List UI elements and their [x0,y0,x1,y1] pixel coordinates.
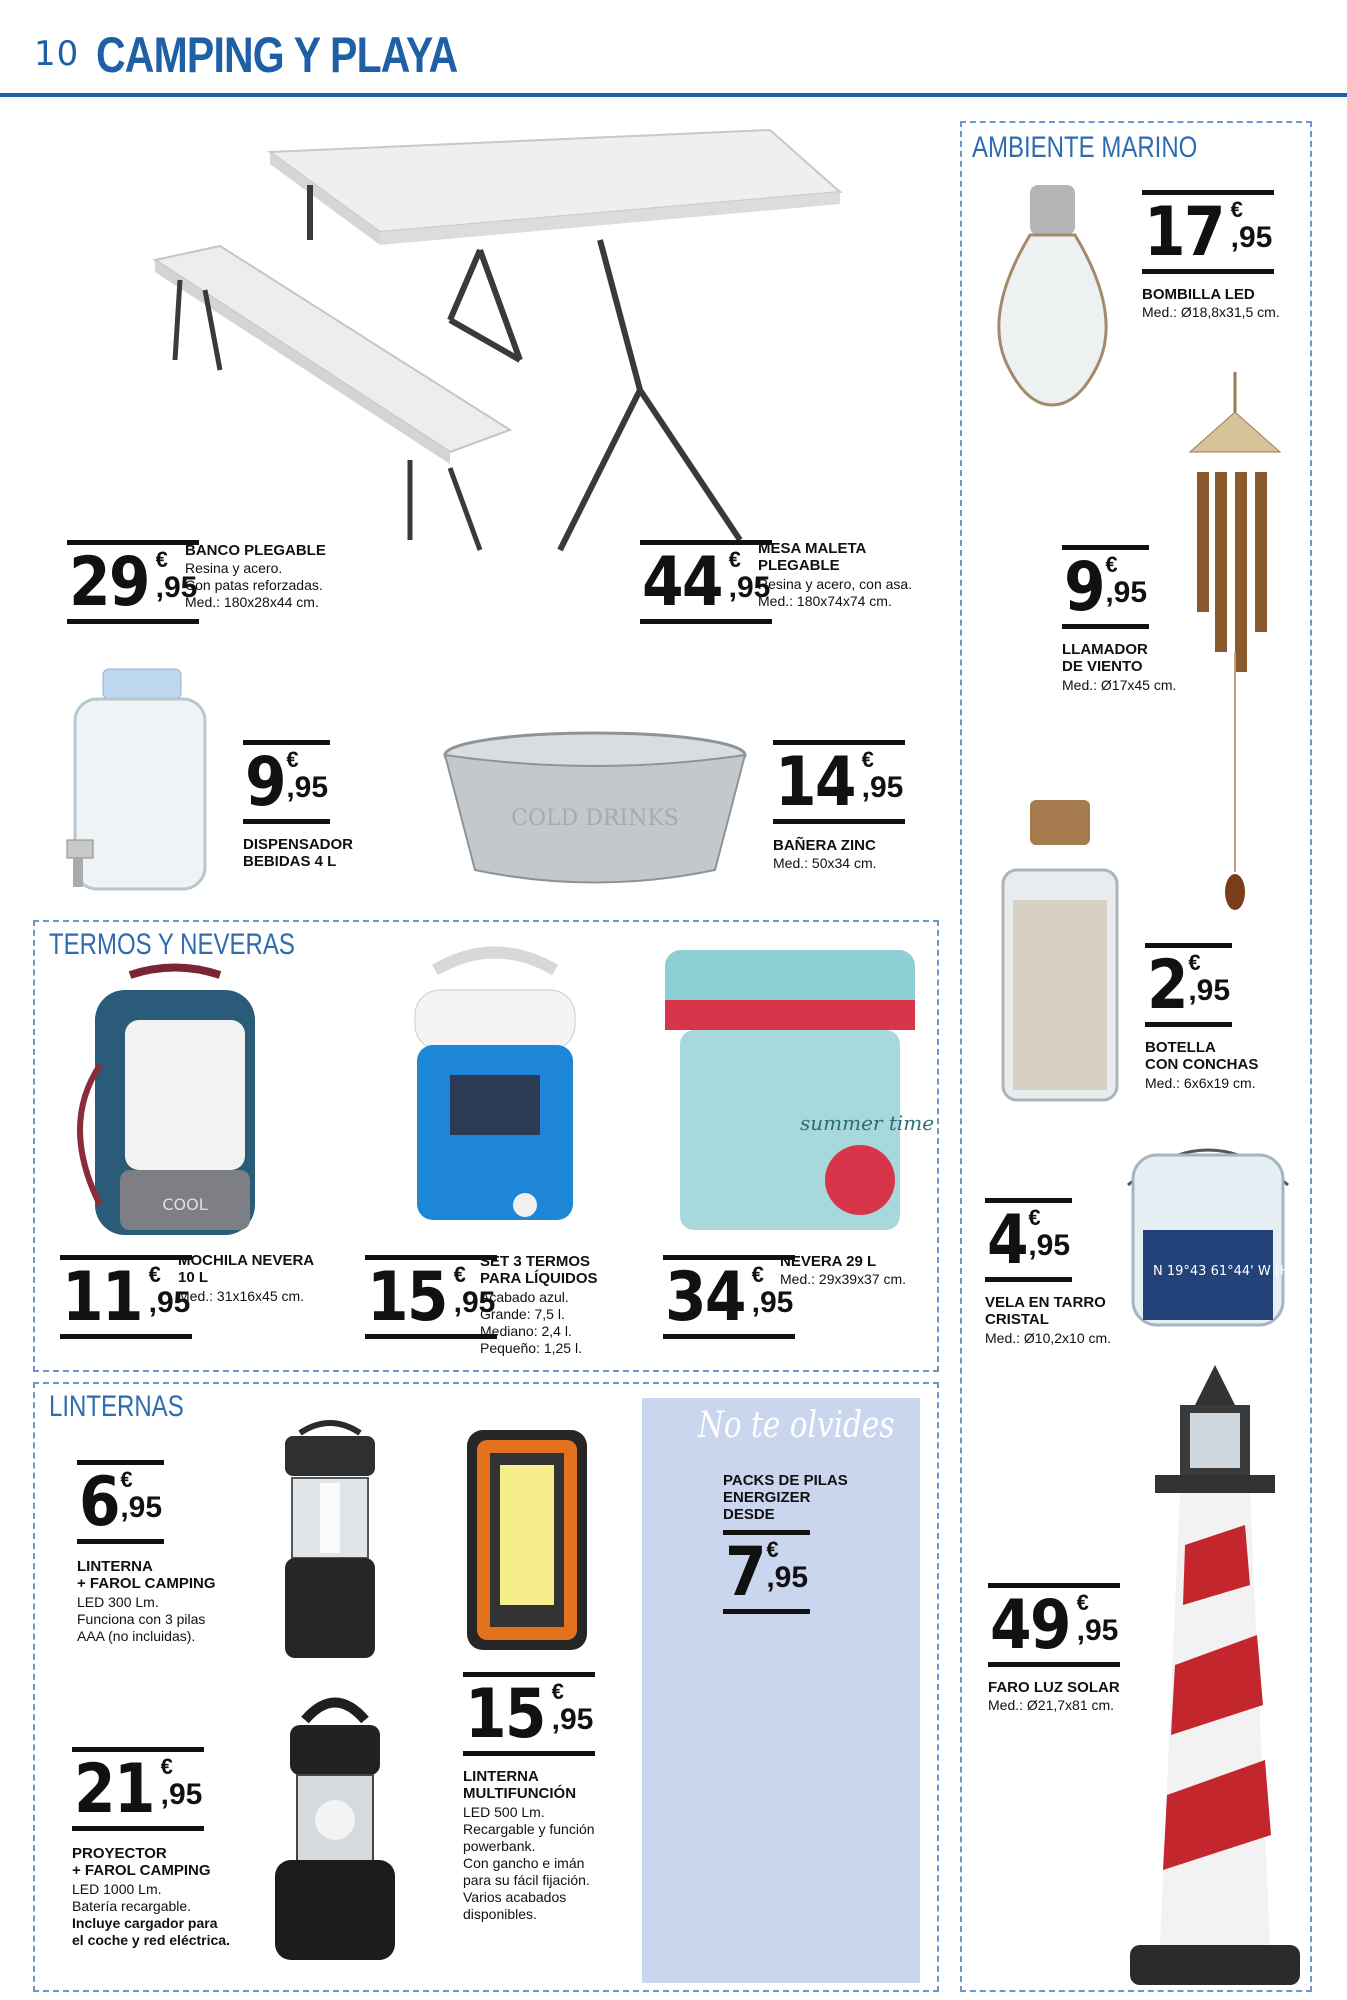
drink-dispenser-image [65,665,225,905]
price-int: 17 [1144,193,1224,272]
product-desc-nevera: Med.: 29x39x37 cm. [780,1271,907,1287]
price-int: 15 [465,1675,545,1754]
price-decimals: ,95 [1076,1614,1119,1647]
price-nevera [663,1255,795,1339]
product-desc-termos: Acabado azul. Grande: 7,5 l. Mediano: 2,4 l. Pequeño: 1,25 l. [480,1289,582,1356]
product-name-nevera: NEVERA 29 L [780,1253,877,1270]
product-name-pilas: PACKS DE PILAS ENERGIZER DESDE [723,1472,848,1523]
price-decimals: ,95 [861,771,904,804]
euro-sign: € [1105,552,1118,577]
shell-bottle-image [995,800,1125,1110]
price-decimals: ,95 [766,1561,809,1594]
product-desc-linterna-farol: LED 300 Lm. Funciona con 3 pilas AAA (no incluidas). [77,1594,206,1644]
multifunction-flashlight-image [462,1425,592,1655]
candle-jar-text: N 19°43 61°44' W [HOME] [1153,1264,1325,1279]
product-name-bombilla: BOMBILLA LED [1142,286,1255,303]
product-name-termos: SET 3 TERMOS PARA LÍQUIDOS [480,1253,598,1287]
euro-sign: € [728,547,741,572]
section-title-termos: TERMOS Y NEVERAS [49,928,295,961]
price-decimals: ,95 [453,1286,496,1319]
price-bombilla [1142,190,1274,274]
promo-title: No te olvides [698,1405,895,1446]
euro-sign: € [286,747,299,772]
product-desc-vela: Med.: Ø10,2x10 cm. [985,1330,1112,1346]
price-decimals: ,95 [1028,1229,1071,1262]
price-int: 6 [79,1463,119,1542]
product-name-banera: BAÑERA ZINC [773,837,876,854]
product-desc-banco: Resina y acero. Con patas reforzadas. Med.: 180x28x44 cm. [185,560,323,610]
cooler-backpack-image [60,965,290,1245]
price-int: 9 [1064,548,1104,627]
price-int: 2 [1147,946,1187,1025]
price-vela [985,1198,1072,1282]
euro-sign: € [148,1262,161,1287]
led-bulb-image [985,180,1120,410]
price-decimals: ,95 [751,1286,794,1319]
price-faro [988,1583,1120,1667]
projector-lantern-image [265,1690,405,1970]
price-int: 29 [69,543,149,622]
price-int: 15 [367,1258,447,1337]
price-int: 7 [725,1533,765,1612]
price-int: 34 [665,1258,745,1337]
price-decimals: ,95 [1230,221,1273,254]
product-desc-botella: Med.: 6x6x19 cm. [1145,1075,1256,1091]
price-int: 21 [74,1750,154,1829]
euro-sign: € [751,1262,764,1287]
price-decimals: ,95 [1105,576,1148,609]
tub-text: COLD DRINKS [511,806,679,831]
price-llamador [1062,545,1149,629]
page-title: CAMPING Y PLAYA [96,27,458,83]
page-number: 10 [34,34,80,74]
product-name-faro: FARO LUZ SOLAR [988,1679,1120,1696]
camping-lantern-image [270,1418,390,1668]
price-decimals: ,95 [160,1778,203,1811]
price-decimals: ,95 [120,1491,163,1524]
product-desc-llamador: Med.: Ø17x45 cm. [1062,677,1177,693]
price-int: 11 [62,1258,142,1337]
price-pilas [723,1530,810,1614]
price-decimals: ,95 [155,571,198,604]
section-title-ambiente: AMBIENTE MARINO [972,131,1198,164]
product-name-vela: VELA EN TARRO CRISTAL [985,1294,1106,1328]
price-decimals: ,95 [551,1703,594,1736]
section-title-linternas: LINTERNAS [49,1390,184,1423]
price-multifuncion [463,1672,595,1756]
price-int: 9 [245,743,285,822]
product-desc-multifuncion: LED 500 Lm. Recargable y función powerbank. Con gancho e imán para su fácil fijación. Varios acabados disponibles. [463,1804,595,1922]
price-decimals: ,95 [1188,974,1231,1007]
zinc-tub-image [430,715,760,895]
euro-sign: € [861,747,874,772]
price-mochila [60,1255,192,1339]
euro-sign: € [120,1467,133,1492]
euro-sign: € [1076,1590,1089,1615]
euro-sign: € [1188,950,1201,975]
product-desc-proyector-bold: Incluye cargador para el coche y red eléctrica. [72,1915,230,1948]
header-rule [0,93,1347,97]
euro-sign: € [160,1754,173,1779]
price-termos [365,1255,497,1339]
product-name-multifuncion: LINTERNA MULTIFUNCIÓN [463,1768,577,1802]
price-dispensador [243,740,330,824]
product-desc-mesa: Resina y acero, con asa. Med.: 180x74x74 cm. [758,576,913,609]
euro-sign: € [1028,1205,1041,1230]
price-mesa [640,540,772,624]
euro-sign: € [1230,197,1243,222]
product-name-dispensador: DISPENSADOR BEBIDAS 4 L [243,836,354,870]
product-desc-banera: Med.: 50x34 cm. [773,855,877,871]
price-decimals: ,95 [728,571,771,604]
candle-jar-image [1118,1135,1325,1335]
product-desc-proyector: LED 1000 Lm. Batería recargable. [72,1881,192,1914]
water-jug-image [405,950,585,1230]
price-decimals: ,95 [286,771,329,804]
product-name-mochila: MOCHILA NEVERA 10 L [178,1252,315,1286]
price-int: 14 [775,743,855,822]
wind-chime-image [1185,372,1295,912]
cooler-script-text: summer time [800,1111,935,1135]
cooler-box-image [660,940,935,1240]
product-name-linterna-farol: LINTERNA + FAROL CAMPING [77,1558,216,1592]
product-name-banco: BANCO PLEGABLE [185,542,326,559]
euro-sign: € [453,1262,466,1287]
price-int: 49 [990,1586,1070,1665]
price-proyector [72,1747,204,1831]
product-desc-bombilla: Med.: Ø18,8x31,5 cm. [1142,304,1280,320]
price-banco [67,540,199,624]
price-linterna-farol [77,1460,164,1544]
lighthouse-image [1125,1365,1305,1990]
product-name-botella: BOTELLA CON CONCHAS [1145,1039,1259,1073]
product-desc-faro: Med.: Ø21,7x81 cm. [988,1697,1115,1713]
backpack-logo: COOL [162,1195,208,1214]
price-decimals: ,95 [148,1286,191,1319]
price-int: 44 [642,543,722,622]
price-botella [1145,943,1232,1027]
price-int: 4 [987,1201,1027,1280]
euro-sign: € [155,547,168,572]
price-banera [773,740,905,824]
product-name-proyector: PROYECTOR + FAROL CAMPING [72,1845,211,1879]
product-name-llamador: LLAMADOR DE VIENTO [1062,641,1148,675]
euro-sign: € [551,1679,564,1704]
euro-sign: € [766,1537,779,1562]
product-desc-mochila: Med.: 31x16x45 cm. [178,1288,305,1304]
product-name-mesa: MESA MALETA PLEGABLE [758,540,867,574]
